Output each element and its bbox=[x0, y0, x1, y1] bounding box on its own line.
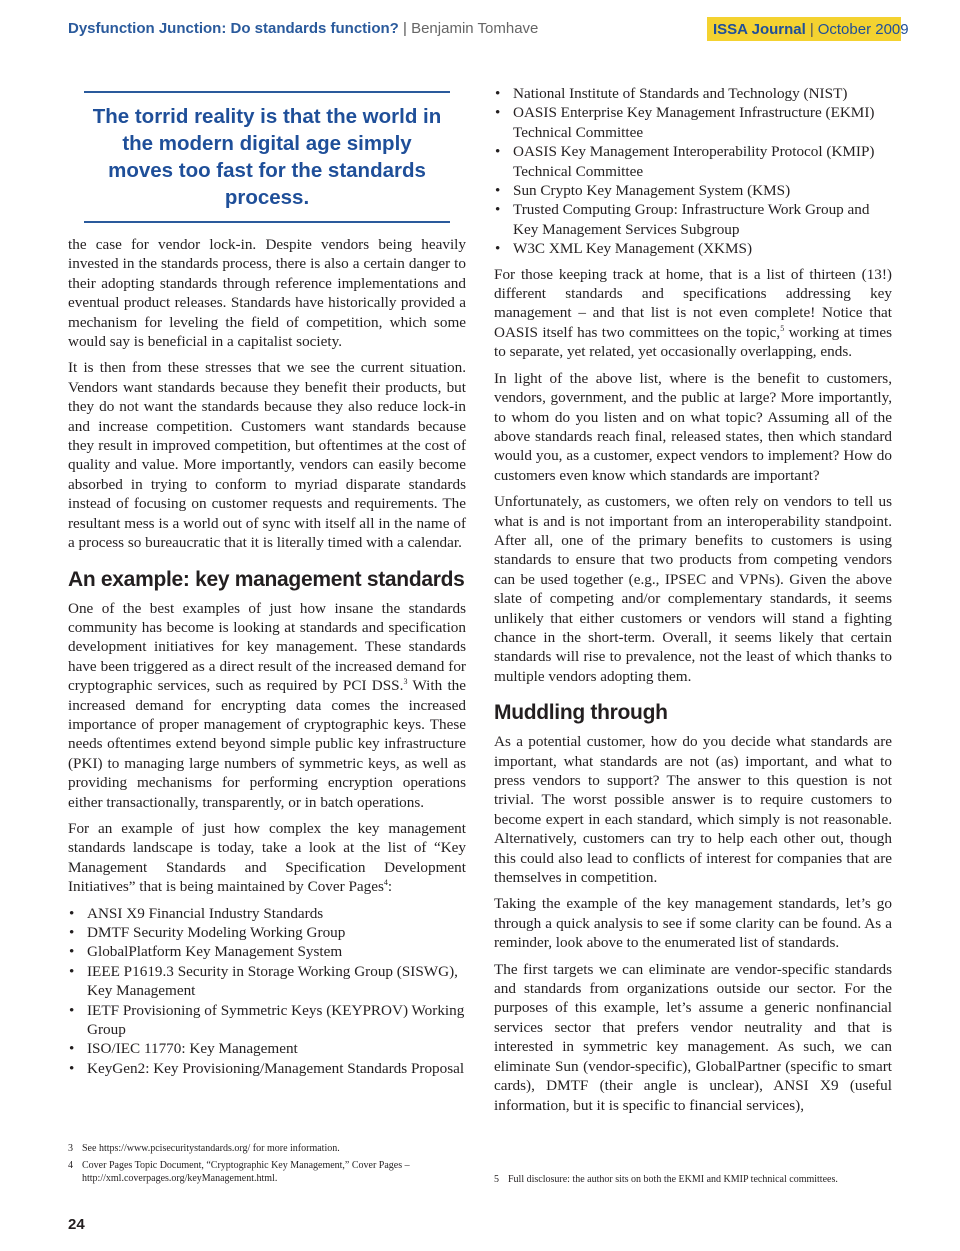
footnote-ref: 3 bbox=[403, 677, 408, 687]
footnote-ref: 4 bbox=[383, 878, 388, 888]
list-item: • IEEE P1619.3 Security in Storage Working Group (SISWG), Key Management bbox=[68, 962, 466, 1001]
section-heading: Muddling through bbox=[494, 701, 668, 725]
paragraph: One of the best examples of just how insane the standards community has become is looking at standards and specification development initiatives for key management. These standards have been triggered as a direct result of the increased demand for cryptographic services, such as required by PCI DSS.$^3$ With the increased demand for encrypting data comes the increased importance of proper management of cryptographic keys. These needs oftentimes extend beyond simple public key infrastructure (PKI) to managing large numbers of symmetric keys, as well as providing mechanisms for performing encryption operations either transactionally, transparently, or in batch operations. bbox=[68, 599, 466, 811]
list-item: • Sun Crypto Key Management System (KMS) bbox=[494, 181, 892, 200]
journal-banner bbox=[707, 17, 909, 41]
paragraph: In light of the above list, where is the benefit to customers, vendors, government, and the public at large? More importantly, to whom do you listen and on what topic? Assuming all of the above standards reach final, released states, then which standard would you, as a customer, expect vendors to implement? How do customers even know which standards are important? bbox=[494, 369, 892, 484]
list-item: • GlobalPlatform Key Management System bbox=[68, 942, 466, 961]
list-item: • OASIS Enterprise Key Management Infrastructure (EKMI) Technical Committee bbox=[494, 103, 892, 142]
paragraph: Taking the example of the key management standards, let’s go through a quick analysis to see if some clarity can be found. As a reminder, look above to the enumerated list of standards. bbox=[494, 895, 892, 952]
left-column bbox=[68, 84, 466, 1084]
list-item: • Trusted Computing Group: Infrastructure Work Group and Key Management Services Subgroup bbox=[494, 200, 892, 239]
running-head bbox=[68, 20, 538, 37]
paragraph: As a potential customer, how do you decide what standards are important, what standards are not (as) important, and what to press vendors to support? The answer to this question is not trivial. The worst possible answer is to require customers to become expert in each standard, which simply is not reasonable. Alternatively, customers can try to help each other out, though this could also lead to conflicts of interest for companies that are themselves in competition. bbox=[494, 733, 892, 887]
paragraph: For those keeping track at home, that is a list of thirteen (13!) different standards and specifications addressing key management – and that list is not even complete! Notice that OASIS itself has two committees on the topic,$^5$ working at times to separate, yet related, yet occasionally overlapping, ends. bbox=[494, 265, 892, 361]
pull-quote: The torrid reality is that the world in the modern digital age simply moves too fast for the standards process. bbox=[84, 91, 450, 223]
footnotes-right bbox=[494, 1173, 892, 1190]
list-item: • W3C XML Key Management (XKMS) bbox=[494, 239, 892, 258]
right-column bbox=[494, 84, 892, 1122]
article-title: Dysfunction Junction: Do standards function? bbox=[68, 20, 399, 37]
journal-name: ISSA Journal bbox=[713, 20, 806, 38]
paragraph: the case for vendor lock-in. Despite vendors being heavily invested in the standards process, there is also a certain danger to their adopting standards through reference implementations and eventual product releases. Standards have historically provided a mechanism for leveling the field of competition, which some would say is beneficial in a capitalist society. bbox=[68, 236, 466, 351]
standards-list-continued bbox=[494, 84, 892, 259]
section-heading: An example: key management standards bbox=[68, 567, 465, 591]
page-header bbox=[0, 0, 960, 60]
footnote: 5 Full disclosure: the author sits on both the EKMI and KMIP technical committees. bbox=[494, 1174, 838, 1185]
issue-date: October 2009 bbox=[817, 20, 909, 38]
paragraph: For an example of just how complex the key management standards landscape is today, take a look at the list of “Key Management Standards and Specification Development Initiatives” that is being maintained by Cover Pages$^4$: bbox=[68, 819, 466, 896]
header-separator: | bbox=[403, 20, 407, 37]
author-name: Benjamin Tomhave bbox=[411, 20, 539, 37]
list-item: • National Institute of Standards and Technology (NIST) bbox=[494, 84, 892, 103]
page-number: 24 bbox=[68, 1216, 85, 1233]
paragraph: Unfortunately, as customers, we often rely on vendors to tell us what is and is not important from an interoperability standpoint. After all, one of the primary benefits to customers is using standards to ensure that two products from competing vendors can be used together (e.g., IPSEC and VPNs). Given the above slate of competing and/or complementary standards, it seems unlikely that either customers or vendors will stand a fighting chance in the short-term. Overall, it seems likely that certain standards will rise to prevalence, not the least of which thanks to multiple vendors adopting them. bbox=[494, 493, 892, 685]
footnote: 4 Cover Pages Topic Document, “Cryptographic Key Management,” Cover Pages – http://xml.coverpages.org/keyManagement.html. bbox=[68, 1160, 410, 1184]
list-item: • ISO/IEC 11770: Key Management bbox=[68, 1039, 466, 1058]
footnote: 3 See https://www.pcisecuritystandards.org/ for more information. bbox=[68, 1143, 340, 1154]
paragraph: The first targets we can eliminate are vendor-specific standards and standards from organizations outside our sector. For the purposes of this example, let’s assume a generic nonfinancial services sector that prefers vendor neutrality and that is interested in symmetric key management. As such, we can eliminate Sun (vendor-specific), GlobalPartner (specific to smart cards), DMTF (their angle is unclear), ANSI X9 (useful information, but it is specific to financial services), bbox=[494, 960, 892, 1114]
paragraph: It is then from these stresses that we see the current situation. Vendors want standards because they benefit their products, but they do not want the standards because they also reduce lock-in and increase competition. Customers want standards because they result in improved competition, but oftentimes at the cost of quality and value. More importantly, vendors can easily become absorbed in trying to conform to myriad disparate standards instead of focusing on customer requests and requirements. The resultant mess is a world out of sync with itself all in the name of a process so bureaucratic that it is literally timed with a calendar. bbox=[68, 359, 466, 552]
list-item: • ANSI X9 Financial Industry Standards bbox=[68, 904, 466, 923]
banner-separator: | bbox=[809, 20, 814, 38]
list-item: • OASIS Key Management Interoperability Protocol (KMIP) Technical Committee bbox=[494, 142, 892, 181]
list-item: • KeyGen2: Key Provisioning/Management Standards Proposal bbox=[68, 1059, 466, 1078]
footnote-ref: 5 bbox=[780, 323, 785, 333]
standards-list bbox=[68, 904, 466, 1079]
list-item: • DMTF Security Modeling Working Group bbox=[68, 923, 466, 942]
footnotes-left bbox=[68, 1142, 466, 1189]
list-item: • IETF Provisioning of Symmetric Keys (KEYPROV) Working Group bbox=[68, 1001, 466, 1040]
